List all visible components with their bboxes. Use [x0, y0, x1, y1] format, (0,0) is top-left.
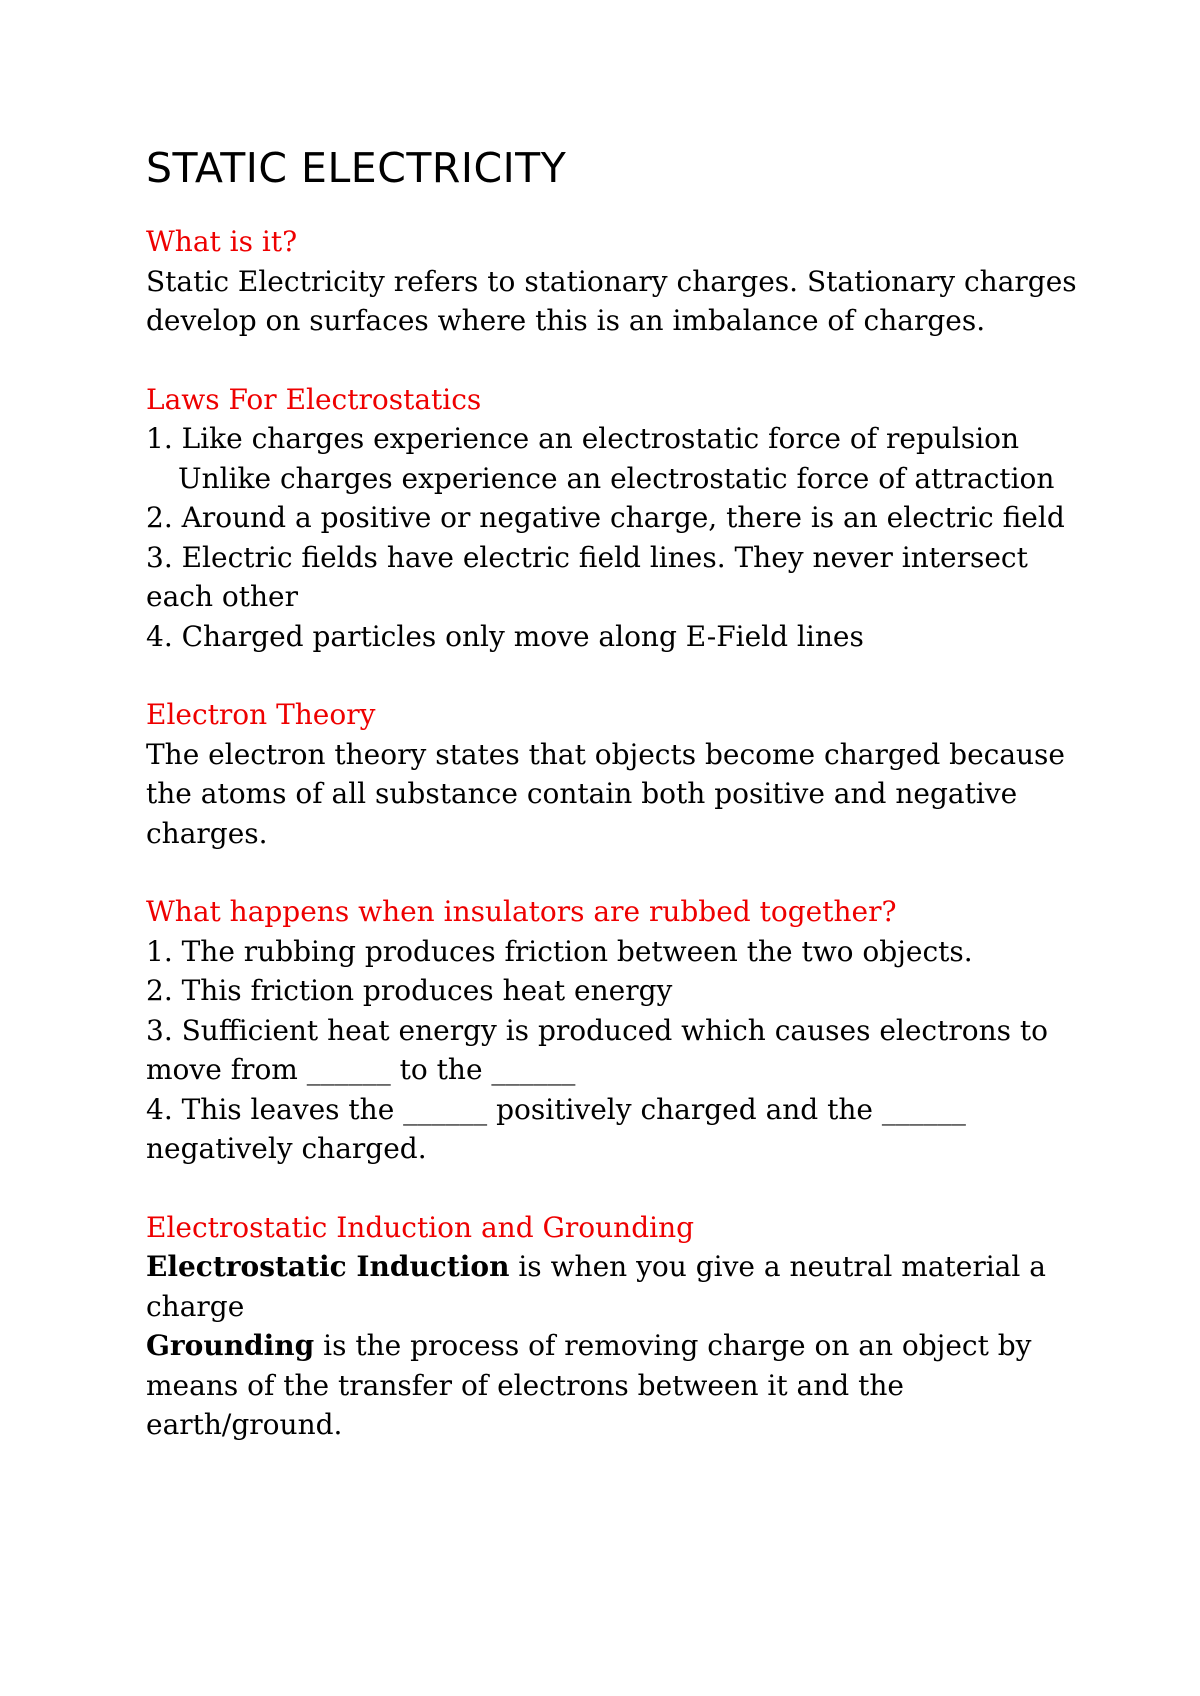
list-item: 4. This leaves the ______ positively charged and the ______	[146, 1092, 966, 1126]
document-title: STATIC ELECTRICITY	[146, 144, 567, 192]
definition-text: is when you give a neutral material a	[509, 1250, 1046, 1283]
definition-continuation: means of the transfer of electrons between it and the	[146, 1368, 904, 1402]
paragraph-line: The electron theory states that objects become charged because	[146, 737, 1065, 771]
definition-induction	[146, 1247, 1146, 1287]
section-heading-what-is-it: What is it?	[146, 225, 298, 258]
section-heading-induction: Electrostatic Induction and Grounding	[146, 1210, 695, 1244]
list-item: 2. This friction produces heat energy	[146, 974, 673, 1007]
list-item-continuation: Unlike charges experience an electrostatic force of attraction	[178, 461, 1055, 495]
definition-grounding	[146, 1326, 1146, 1366]
list-item: 1. The rubbing produces friction between the two objects.	[146, 934, 973, 968]
definition-text: is the process of removing charge on an object by	[314, 1329, 1032, 1362]
section-laws	[146, 380, 1146, 657]
paragraph-line: develop on surfaces where this is an imbalance of charges.	[146, 304, 986, 337]
list-item: 3. Electric fields have electric field lines. They never intersect	[146, 540, 1028, 574]
definition-continuation: earth/ground.	[146, 1408, 343, 1441]
term-grounding: Grounding	[146, 1329, 315, 1362]
list-item: 3. Sufficient heat energy is produced which causes electrons to	[146, 1013, 1049, 1047]
list-item-continuation: negatively charged.	[146, 1132, 427, 1165]
term-electrostatic-induction: Electrostatic Induction	[146, 1250, 510, 1283]
section-heading-insulators: What happens when insulators are rubbed together?	[146, 895, 897, 928]
section-insulators	[146, 892, 1146, 1169]
list-item: 1. Like charges experience an electrostatic force of repulsion	[146, 422, 1020, 455]
paragraph-line: the atoms of all substance contain both positive and negative	[146, 777, 1018, 810]
list-item-continuation: move from ______ to the ______	[146, 1053, 576, 1086]
section-electron-theory	[146, 695, 1146, 853]
definition-continuation: charge	[146, 1289, 245, 1323]
list-item-continuation: each other	[146, 580, 298, 613]
paragraph-line: Static Electricity refers to stationary charges. Stationary charges	[146, 264, 1077, 298]
section-induction	[146, 1208, 1146, 1445]
document-page	[146, 140, 1146, 1484]
list-item: 2. Around a positive or negative charge, there is an electric field	[146, 501, 1065, 534]
list-item: 4. Charged particles only move along E-Field lines	[146, 619, 864, 653]
section-heading-laws: Laws For Electrostatics	[146, 382, 482, 416]
section-what-is-it	[146, 222, 1146, 341]
paragraph-line: charges.	[146, 816, 268, 850]
section-heading-electron-theory: Electron Theory	[146, 698, 376, 731]
